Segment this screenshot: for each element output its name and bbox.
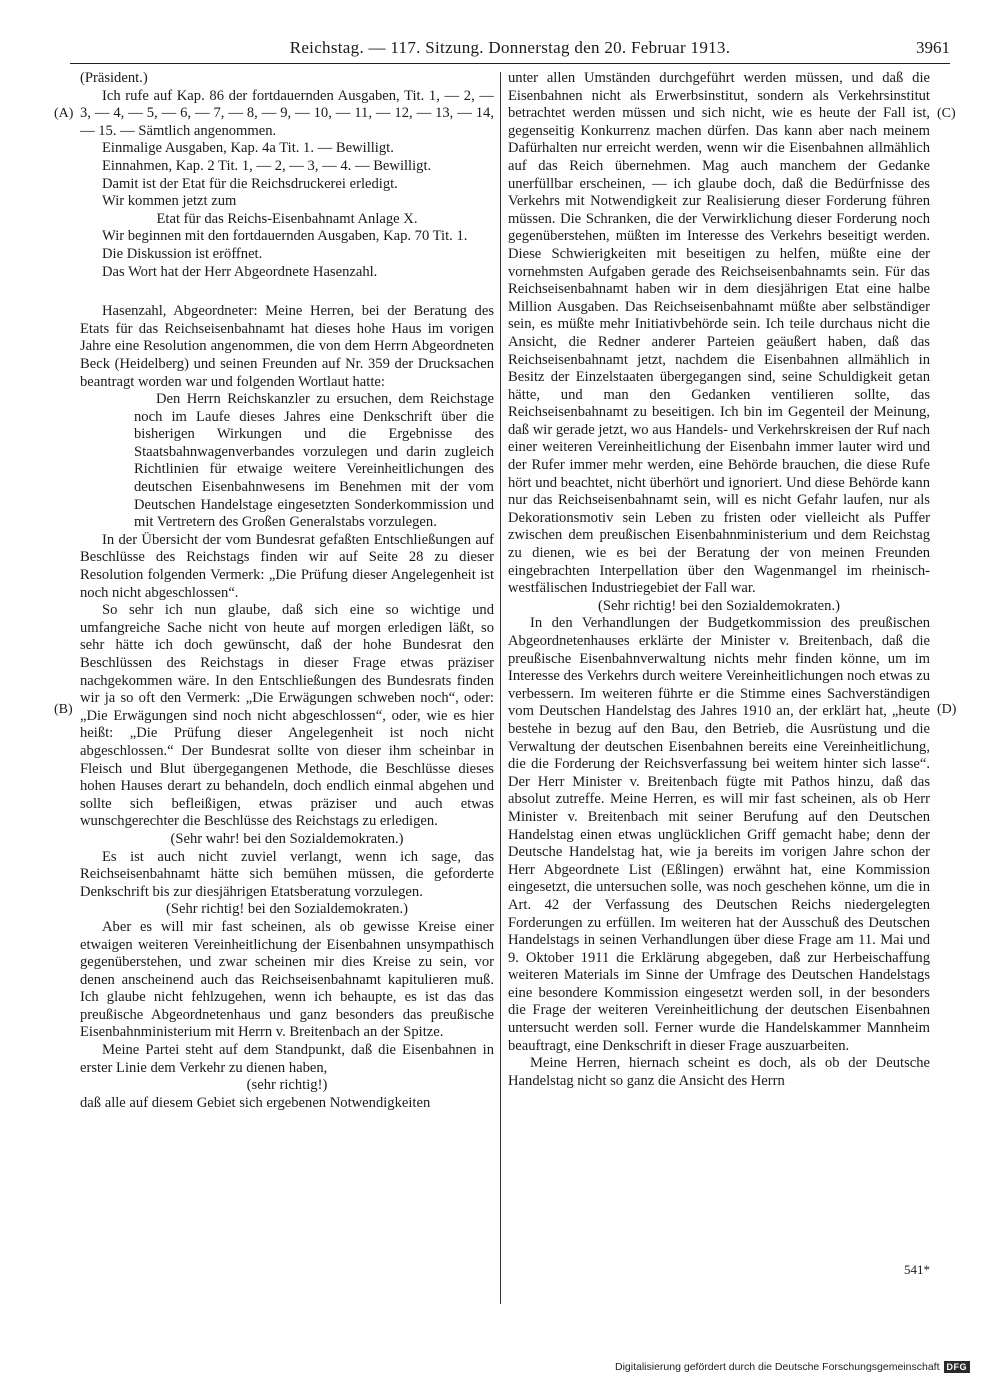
header-rule: [70, 63, 950, 64]
paragraph: Ich rufe auf Kap. 86 der fortdauernden Ausgaben, Tit. 1, — 2, — 3, — 4, — 5, — 6, — 7, — 8, — 9, — 10, — 11, — 12, — 13, — 14, — 15. — Sämtlich angenommen.: [80, 87, 494, 139]
page-footer: [615, 1361, 970, 1373]
running-title: Reichstag. — 117. Sitzung. Donnerstag den 20. Februar 1913.: [289, 38, 731, 57]
paragraph: Wir beginnen mit den fortdauernden Ausgaben, Kap. 70 Tit. 1.: [102, 228, 468, 245]
right-column: [508, 70, 930, 1302]
page-number: 3961: [916, 38, 950, 57]
paragraph: In der Übersicht der vom Bundesrat gefaßten Entschließungen auf Beschlüsse des Reichstags finden wir auf Seite 28 zu dieser Resolution folgenden Vermerk: „Die Prüfung dieser Angelegenheit ist noch nicht abgeschlossen“.: [80, 531, 494, 601]
interjection: (Sehr richtig! bei den Sozialdemokraten.): [166, 901, 408, 918]
paragraph: Aber es will mir fast scheinen, als ob gewisse Kreise einer etwaigen weiteren Vereinheitlichung der Eisenbahnen unsympathisch gegenüberstehen, und zwar scheinen mir dies Kreise zu sein, vor denen anscheinend auch das Reichseisenbahnamt kapitulieren muß. Ich glaube nicht fehlzugehen, wenn ich behaupte, es ist das das preußische Abgeordnetenhaus und ganz besonders das preußische Eisenbahnministerium mit Herrn v. Breitenbach an der Spitze.: [80, 918, 494, 1041]
paragraph-gap: [80, 281, 494, 303]
paragraph: Das Wort hat der Herr Abgeordnete Hasenzahl.: [102, 263, 378, 280]
paragraph: Es ist auch nicht zuviel verlangt, wenn ich sage, das Reichseisenbahnamt hätte sich bemühen müssen, die geforderte Denkschrift bis zur diesjährigen Etatsberatung vorzulegen.: [80, 848, 494, 900]
margin-marker-b: (B): [54, 702, 73, 717]
paragraph: unter allen Umständen durchgeführt werden müssen, und daß die Eisenbahnen nicht als Erwerbsinstitut, sondern als Verkehrsinstitut betrachtet werden müssen und sich nicht, wie es heute der Fall ist, gegenseitig Konkurrenz machen dürfen. Das kann aber nach meinem Dafürhalten nur erreicht werden, wenn wir die Eisenbahnen allmählich auf das Reich übernehmen. Mag auch manchem der Gedanke unerfüllbar erscheinen, — ich glaube doch, daß die Bedürfnisse des Verkehrs mit Notwendigkeit zur Realisierung dieser Forderung führen müssen. Die Schranken, die der Verwirklichung dieser Forderung noch gegenüberstehen, müßten im Interesse des Verkehrs beseitigt werden. Diese Schwierigkeiten mit beseitigen zu helfen, müßte eine der vornehmsten Aufgaben gerade des Reichseisenbahnamts sein. Für das Reichseisenbahnamt haben wir in dem diesjährigen Etat eine halbe Million Ausgaben. Das Reichseisenbahnamt müßte aber selbständiger sein, es müßte mehr Initiativbehörde sein. Ich teile durchaus nicht die Ansicht, die Redner anderer Parteien geäußert haben, daß das Reichseisenbahnamt jetzt, nachdem die Eisenbahnen allmählich in Besitz der Einzelstaaten übergegangen sind, seine Schuldigkeit getan hätte, und man den Gedanken ventilieren sollte, das Reichseisenbahnamt zu beseitigen. Ich bin im Gegenteil der Meinung, daß wir gerade jetzt, wo aus Handels- und Verkehrskreisen der Ruf nach einer weiteren Vereinheitlichung der Eisenbahn immer lauter wird und der Rufer immer mehr werden, eine Behörde brauchen, die diese Rufe hört und beachtet, nicht überhört und ignoriert. Und diese Behörde kann nur das Reichseisenbahnamt sein, will es nicht Gefahr laufen, nur als Dekorationsmotiv sein Leben zu fristen oder vielleicht als Puffer zwischen dem preußischen Eisenbahnministerium und dem Reichstag zu dienen, wie es bei der Beratung der von meinen Freunden eingebrachten Interpellation über den Wagenmangel im rheinisch-westfälischen Industriegebiet der Fall war.: [508, 70, 930, 597]
paragraph: Hasenzahl, Abgeordneter: Meine Herren, bei der Beratung des Etats für das Reichseisenbahnamt hat dieses hohe Haus im vorigen Jahre eine Resolution angenommen, die von dem Herrn Abgeordneten Beck (Heidelberg) und seinen Freunden auf Nr. 359 der Drucksachen beantragt worden war und folgenden Wortlaut hatte:: [80, 303, 494, 390]
column-divider: [500, 72, 501, 1304]
margin-marker-d: (D): [937, 702, 957, 717]
paragraph: In den Verhandlungen der Budgetkommission des preußischen Abgeordnetenhauses erklärte der Minister v. Breitenbach, daß die preußische Eisenbahnverwaltung nichts mehr finden könne, um im Interesse des Verkehrs durch weitere Vereinheitlichungen noch etwas zu verbessern. Im weiteren führte er die Stimme eines Sachverständigen vom Deutschen Handelstag des Jahres 1910 an, der erklärt hat, „heute bestehe in bezug auf den Bau, den Betrieb, die Ausrüstung und die Verwaltung der deutschen Eisenbahnen bereits eine Vereinheitlichung, die die Forderung der Reichsverfassung bei weitem hinter sich lasse“. Der Herr Minister v. Breitenbach fügte mit Pathos hinzu, daß das absolut zutreffe. Meine Herren, es will mir fast scheinen, als ob Herr Minister v. Breitenbach mit seiner Berufung auf den Deutschen Handelstag einen etwas unglücklichen Griff gemacht habe; denn der Deutsche Handelstag hat, wie ja bereits im vorigen Jahre schon der Herr Abgeordnete List (Eßlingen) erwähnt hat, eine Kommission eingesetzt, die untersuchen solle, was noch geschehen könne, um die in Art. 42 der Verfassung des Deutschen Reichs niedergelegten Forderungen zu erfüllen. Im weiteren hat der Ausschuß des Deutschen Handelstags in seinen Verhandlungen über diese Frage am 11. Mai und 9. Oktober 1911 die Erklärung abgegeben, daß zur Herbeischaffung weiteren Materials im Sinne der Umfrage des Deutschen Handelstags eine besondere Kommission eingesetzt werden soll, in der besonders die Frage der weiteren Vereinheitlichung der deutschen Eisenbahnen untersucht werden soll. Ferner wurde die Handelskammer Mannheim beauftragt, eine Denkschrift in dieser Frage auszuarbeiten.: [508, 615, 930, 1054]
paragraph: Damit ist der Etat für die Reichsdruckerei erledigt.: [102, 175, 398, 192]
page-header: [70, 34, 950, 64]
margin-marker-a: (A): [54, 106, 74, 121]
dfg-logo: DFG: [944, 1361, 971, 1373]
paragraph: Die Diskussion ist eröffnet.: [102, 245, 263, 262]
paragraph: Wir kommen jetzt zum: [102, 193, 237, 210]
margin-marker-c: (C): [937, 106, 956, 121]
paragraph: Einmalige Ausgaben, Kap. 4a Tit. 1. — Bewilligt.: [102, 140, 394, 157]
paragraph: (Präsident.): [80, 70, 148, 86]
paragraph: So sehr ich nun glaube, daß sich eine so wichtige und umfangreiche Sache nicht von heute auf morgen erledigen läßt, so sehr hätte ich doch gewünscht, daß der hohe Bundesrat den Beschlüssen des Reichstags in dieser Frage etwas präziser nachgekommen wäre. In den Entschließungen des Bundesrats finden wir ja so oft den Vermerk: „Die Erwägungen schweben noch“, oder: „Die Erwägungen sind noch nicht abgeschlossen“, oder, wie es hier heißt: „Die Prüfung dieser Angelegenheit ist noch nicht abgeschlossen.“ Der Bundesrat sollte von dieser ihm scheinbar in Fleisch und Blut übergegangenen Methode, die Beschlüsse dieses hohen Hauses derart zu behandeln, doch endlich einmal abgehen und sollte sich befleißigen, etwas präziser und auch etwas wunschgerechter die Beschlüsse des Reichstags zu erledigen.: [80, 602, 494, 830]
interjection: (sehr richtig!): [246, 1077, 328, 1094]
paragraph: Einnahmen, Kap. 2 Tit. 1, — 2, — 3, — 4. — Bewilligt.: [102, 157, 432, 174]
footer-credit: Digitalisierung gefördert durch die Deutsche Forschungsgemeinschaft: [614, 1361, 940, 1373]
paragraph: daß alle auf diesem Gebiet sich ergebenen Notwendigkeiten: [80, 1094, 431, 1111]
left-column: [80, 70, 494, 1302]
interjection: Etat für das Reichs-Eisenbahnamt Anlage X.: [156, 210, 418, 227]
paragraph: Meine Partei steht auf dem Standpunkt, daß die Eisenbahnen in erster Linie dem Verkehr zu dienen haben,: [80, 1042, 494, 1076]
paragraph: Meine Herren, hiernach scheint es doch, als ob der Deutsche Handelstag nicht so ganz die Ansicht des Herrn: [508, 1055, 930, 1089]
interjection: (Sehr richtig! bei den Sozialdemokraten.): [598, 597, 840, 614]
paragraph: Den Herrn Reichskanzler zu ersuchen, dem Reichstage noch im Laufe dieses Jahres eine Denkschrift über die bisherigen Wirkungen und die Ergebnisse des Staatsbahnwagenverbandes vorzulegen und darin zugleich Richtlinien für etwaige weitere Vereinheitlichungen des deutschen Eisenbahnwesens im Benehmen mit der vom Deutschen Handelstage eingesetzten Sonderkommission und mit Vertretern des Großen Generalstabs vorzulegen.: [134, 391, 494, 531]
interjection: (Sehr wahr! bei den Sozialdemokraten.): [170, 830, 404, 847]
signature-mark: 541*: [904, 1262, 930, 1277]
